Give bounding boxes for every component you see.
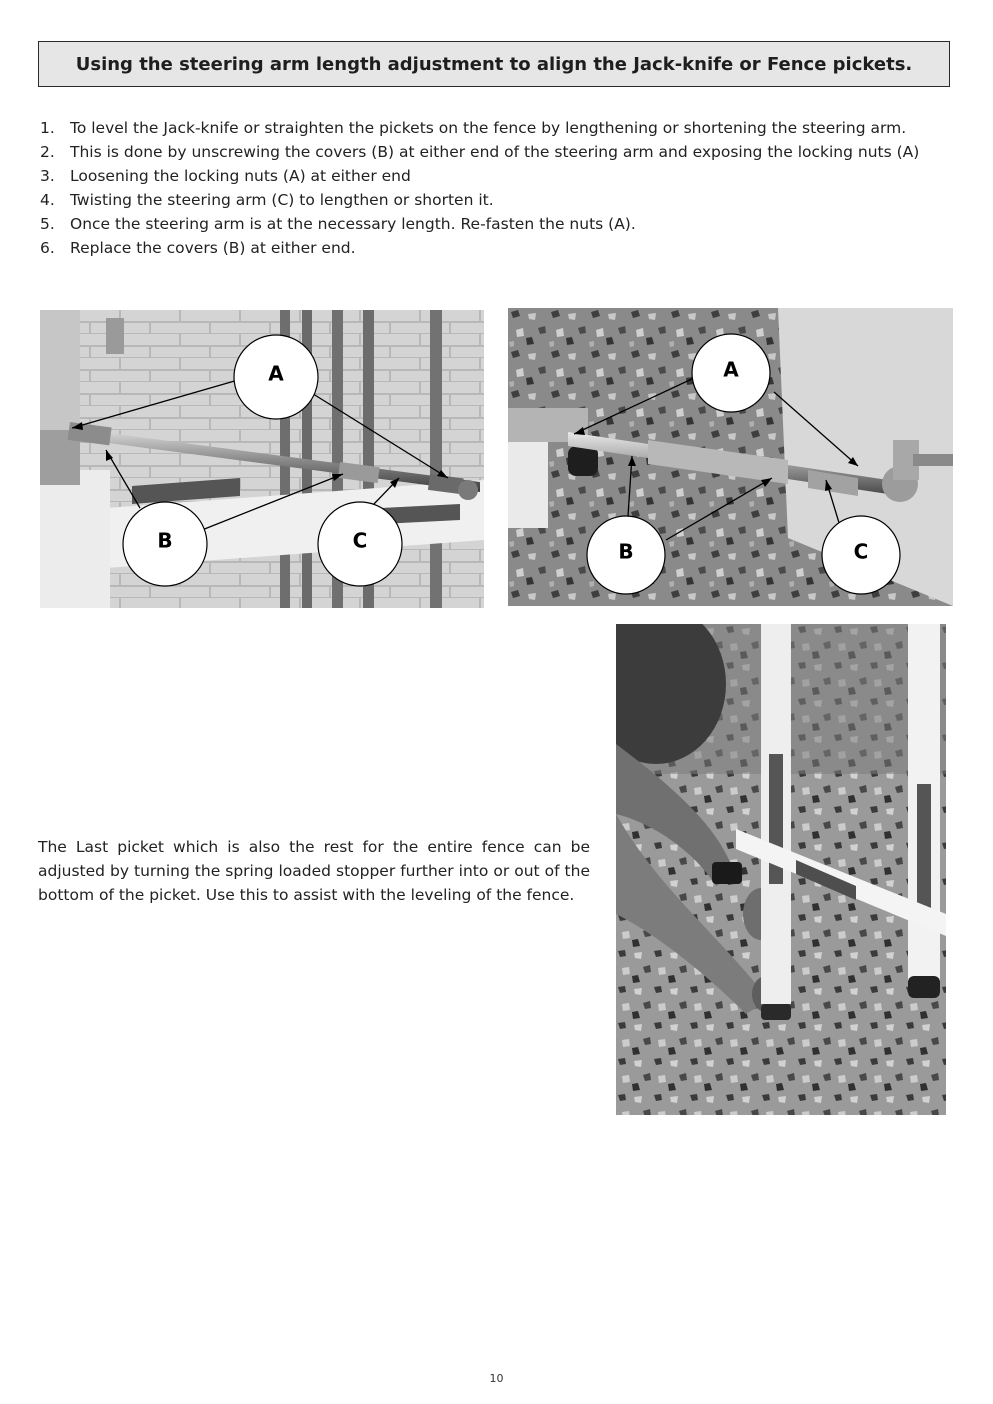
instruction-step xyxy=(40,236,970,260)
steering-arm-illustration-left xyxy=(40,310,484,608)
step-text: To level the Jack-knife or straighten the pickets on the fence by lengthening or shortening the steering arm. xyxy=(70,119,907,137)
picket-adjustment-photo xyxy=(616,624,946,1115)
steering-arm-photo-right xyxy=(508,308,953,606)
section-title: Using the steering arm length adjustment to align the Jack-knife or Fence pickets. xyxy=(75,53,913,75)
instruction-step xyxy=(40,164,970,188)
section-title-box xyxy=(38,41,950,87)
step-number: 5. xyxy=(40,215,55,233)
step-number: 3. xyxy=(40,167,55,185)
step-text: Twisting the steering arm (C) to lengthen or shorten it. xyxy=(70,191,494,209)
step-number: 6. xyxy=(40,239,55,257)
step-number: 4. xyxy=(40,191,55,209)
step-text: This is done by unscrewing the covers (B) at either end of the steering arm and exposing the locking nuts (A) xyxy=(70,143,920,161)
instruction-list xyxy=(40,116,970,260)
step-text: Once the steering arm is at the necessary length. Re-fasten the nuts (A). xyxy=(70,215,636,233)
instruction-step xyxy=(40,140,970,164)
steering-arm-illustration-right xyxy=(508,308,953,606)
last-picket-paragraph: The Last picket which is also the rest for the entire fence can be adjusted by turning the spring loaded stopper further into or out of the bottom of the picket. Use this to assist with the leveling of the fence. xyxy=(38,838,590,904)
page-number: 10 xyxy=(489,1372,504,1385)
picket-adjustment-illustration xyxy=(616,624,946,1115)
instruction-step xyxy=(40,188,970,212)
callout-a-label: A xyxy=(268,361,284,386)
instruction-step xyxy=(40,212,970,236)
callout-b-label: B xyxy=(618,539,634,564)
callout-b-label: B xyxy=(157,528,173,553)
callout-a-label: A xyxy=(723,357,739,382)
step-text: Replace the covers (B) at either end. xyxy=(70,239,356,257)
instruction-step xyxy=(40,116,970,140)
step-number: 2. xyxy=(40,143,55,161)
callout-c-label: C xyxy=(352,528,368,553)
callout-c-label: C xyxy=(853,539,869,564)
steering-arm-photo-left xyxy=(40,310,484,608)
step-number: 1. xyxy=(40,119,55,137)
step-text: Loosening the locking nuts (A) at either end xyxy=(70,167,411,185)
